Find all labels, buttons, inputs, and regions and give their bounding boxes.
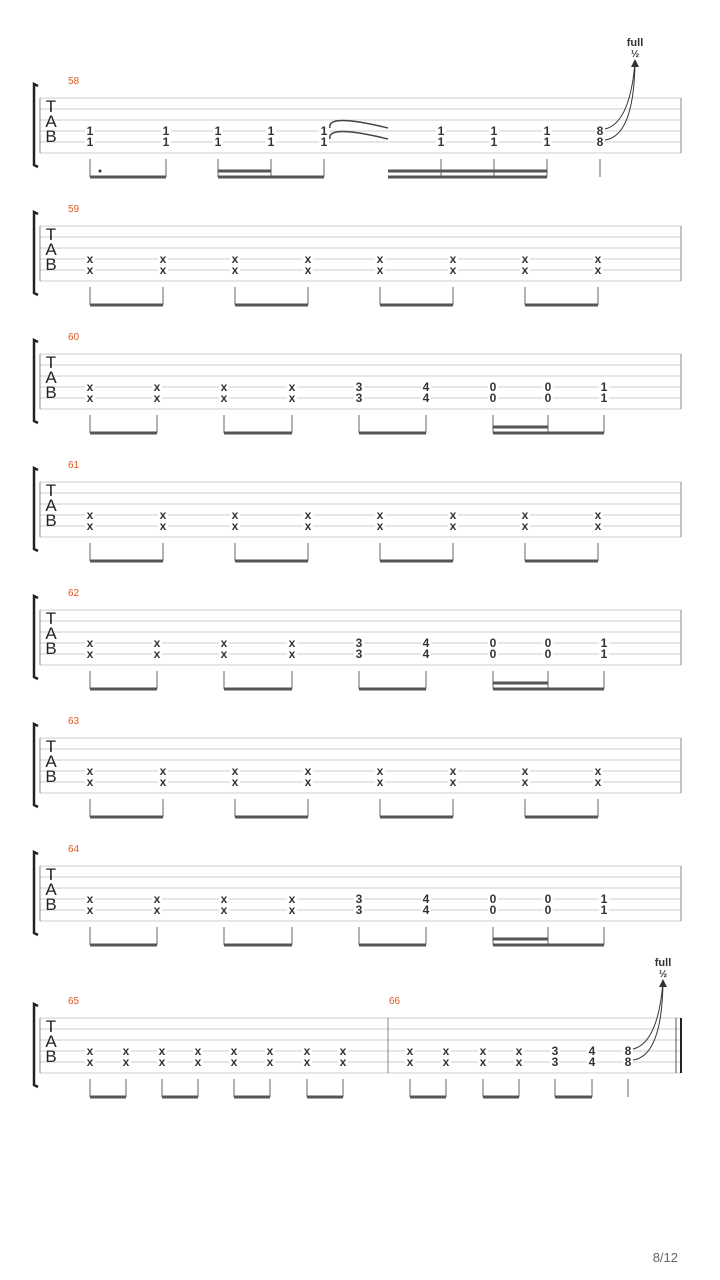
tab-system (34, 332, 681, 433)
fret-number: x (86, 636, 94, 650)
fret-number: 3 (551, 1044, 559, 1058)
fret-number: 0 (489, 903, 497, 917)
measure-number: 59 (68, 204, 80, 215)
fret-number: 0 (544, 391, 552, 405)
fret-number: x (153, 647, 161, 661)
fret-number: 0 (489, 380, 497, 394)
fret-number: 1 (543, 124, 551, 138)
fret-number: x (376, 775, 384, 789)
fret-number: x (153, 380, 161, 394)
fret-number: x (449, 263, 457, 277)
fret-number: x (449, 519, 457, 533)
tab-system (34, 957, 681, 1097)
measure-number: 63 (68, 716, 80, 727)
fret-number: x (220, 391, 228, 405)
fret-number: x (86, 1044, 94, 1058)
fret-number: x (376, 263, 384, 277)
measure-number: 62 (68, 588, 80, 599)
tab-clef-letter: A (45, 240, 57, 259)
fret-number: x (449, 252, 457, 266)
fret-number: x (304, 764, 312, 778)
fret-number: 1 (600, 636, 608, 650)
tab-system (34, 588, 681, 689)
fret-number: x (406, 1044, 414, 1058)
fret-number: x (86, 647, 94, 661)
fret-number: x (86, 903, 94, 917)
tab-clef-letter: T (45, 225, 57, 244)
fret-number: x (231, 519, 239, 533)
fret-number: 4 (422, 391, 430, 405)
fret-number: x (376, 508, 384, 522)
fret-number: 4 (588, 1055, 596, 1069)
fret-number: x (479, 1055, 487, 1069)
fret-number: x (220, 903, 228, 917)
fret-number: x (220, 636, 228, 650)
system-bracket (34, 468, 38, 551)
fret-number: x (288, 892, 296, 906)
tab-system (34, 37, 681, 177)
tab-clef-letter: B (45, 895, 57, 914)
fret-number: x (594, 519, 602, 533)
fret-number: x (86, 508, 94, 522)
fret-number: 4 (422, 892, 430, 906)
fret-number: 8 (624, 1055, 632, 1069)
fret-number: 4 (422, 380, 430, 394)
fret-number: x (158, 1055, 166, 1069)
fret-number: x (521, 263, 529, 277)
fret-number: 4 (422, 636, 430, 650)
tie-arc (330, 132, 388, 140)
system-bracket (34, 84, 38, 167)
bend-curve (633, 982, 663, 1049)
fret-number: 0 (544, 636, 552, 650)
fret-number: x (303, 1044, 311, 1058)
tab-clef-letter: T (45, 97, 57, 116)
fret-number: x (288, 380, 296, 394)
fret-number: 1 (600, 647, 608, 661)
fret-number: 1 (267, 135, 275, 149)
fret-number: x (304, 263, 312, 277)
bend-curve (605, 62, 635, 129)
page-number: 8/12 (652, 1250, 678, 1265)
measure-number: 66 (389, 996, 401, 1007)
fret-number: x (449, 775, 457, 789)
fret-number: x (231, 764, 239, 778)
tab-clef-letter: B (45, 127, 57, 146)
fret-number: 4 (422, 903, 430, 917)
fret-number: 4 (588, 1044, 596, 1058)
fret-number: x (230, 1044, 238, 1058)
fret-number: x (288, 391, 296, 405)
fret-number: 1 (600, 391, 608, 405)
fret-number: x (122, 1044, 130, 1058)
fret-number: 0 (489, 892, 497, 906)
fret-number: 1 (86, 124, 94, 138)
fret-number: 8 (596, 124, 604, 138)
system-bracket (34, 212, 38, 295)
fret-number: 0 (544, 380, 552, 394)
fret-number: 1 (86, 135, 94, 149)
fret-number: 3 (355, 391, 363, 405)
fret-number: x (521, 775, 529, 789)
bend-arrow (659, 979, 667, 987)
tab-clef-letter: B (45, 383, 57, 402)
tab-clef-letter: B (45, 1047, 57, 1066)
fret-number: x (86, 1055, 94, 1069)
tab-clef-letter: T (45, 481, 57, 500)
fret-number: x (159, 519, 167, 533)
fret-number: 0 (489, 636, 497, 650)
fret-number: 0 (544, 903, 552, 917)
fret-number: 3 (355, 636, 363, 650)
fret-number: 1 (600, 892, 608, 906)
fret-number: x (339, 1044, 347, 1058)
fret-number: x (266, 1055, 274, 1069)
fret-number: x (220, 647, 228, 661)
fret-number: 0 (544, 892, 552, 906)
tab-clef-letter: A (45, 368, 57, 387)
tab-clef-letter: B (45, 255, 57, 274)
fret-number: x (86, 252, 94, 266)
fret-number: x (159, 775, 167, 789)
measure-number: 61 (68, 460, 80, 471)
fret-number: x (304, 519, 312, 533)
fret-number: x (122, 1055, 130, 1069)
fret-number: x (521, 764, 529, 778)
fret-number: 1 (437, 124, 445, 138)
tab-clef-letter: T (45, 609, 57, 628)
fret-number: x (449, 764, 457, 778)
fret-number: 1 (162, 135, 170, 149)
measure-number: 60 (68, 332, 80, 343)
fret-number: x (515, 1044, 523, 1058)
tab-clef-letter: T (45, 1017, 57, 1036)
tab-system (34, 460, 681, 561)
bend-curve (633, 982, 663, 1060)
bend-amount: full (626, 37, 644, 49)
tab-system (34, 204, 681, 305)
system-bracket (34, 1004, 38, 1087)
fret-number: 1 (543, 135, 551, 149)
fret-number: x (376, 252, 384, 266)
fret-number: 3 (355, 892, 363, 906)
fret-number: x (159, 764, 167, 778)
fret-number: x (288, 647, 296, 661)
fret-number: 0 (544, 647, 552, 661)
tab-system (34, 844, 681, 945)
tab-clef-letter: B (45, 511, 57, 530)
fret-number: x (594, 764, 602, 778)
fret-number: x (521, 252, 529, 266)
fret-number: x (442, 1055, 450, 1069)
fret-number: x (231, 775, 239, 789)
bend-curve (605, 62, 635, 140)
fret-number: 1 (267, 124, 275, 138)
fret-number: x (515, 1055, 523, 1069)
fret-number: x (86, 775, 94, 789)
fret-number: 3 (355, 647, 363, 661)
fret-number: x (521, 519, 529, 533)
dotted-note-dot (99, 170, 102, 173)
measure-number: 64 (68, 844, 80, 855)
fret-number: x (230, 1055, 238, 1069)
fret-number: 1 (320, 124, 328, 138)
fret-number: x (288, 903, 296, 917)
fret-number: x (449, 508, 457, 522)
measure-number: 58 (68, 76, 80, 87)
fret-number: x (158, 1044, 166, 1058)
fret-number: x (153, 892, 161, 906)
system-bracket (34, 340, 38, 423)
fret-number: x (194, 1044, 202, 1058)
tab-clef-letter: T (45, 353, 57, 372)
fret-number: 0 (489, 647, 497, 661)
fret-number: 1 (214, 135, 222, 149)
fret-number: x (194, 1055, 202, 1069)
bend-arrow (631, 59, 639, 67)
fret-number: 8 (624, 1044, 632, 1058)
fret-number: 1 (437, 135, 445, 149)
tie-arc (330, 121, 388, 129)
fret-number: x (86, 263, 94, 277)
fret-number: 3 (355, 903, 363, 917)
fret-number: x (376, 764, 384, 778)
fret-number: x (220, 892, 228, 906)
fret-number: x (159, 263, 167, 277)
fret-number: x (159, 508, 167, 522)
fret-number: x (479, 1044, 487, 1058)
fret-number: x (86, 519, 94, 533)
tab-clef-letter: A (45, 624, 57, 643)
fret-number: 1 (600, 903, 608, 917)
system-bracket (34, 724, 38, 807)
fret-number: x (153, 391, 161, 405)
fret-number: x (304, 775, 312, 789)
fret-number: x (304, 508, 312, 522)
fret-number: x (594, 252, 602, 266)
fret-number: 3 (355, 380, 363, 394)
fret-number: x (594, 508, 602, 522)
fret-number: 1 (490, 135, 498, 149)
tab-clef-letter: T (45, 737, 57, 756)
fret-number: 0 (489, 391, 497, 405)
system-bracket (34, 852, 38, 935)
fret-number: x (220, 380, 228, 394)
fret-number: 1 (320, 135, 328, 149)
tab-clef-letter: A (45, 880, 57, 899)
fret-number: x (594, 775, 602, 789)
fret-number: x (153, 903, 161, 917)
fret-number: x (231, 252, 239, 266)
tab-clef-letter: A (45, 496, 57, 515)
fret-number: x (303, 1055, 311, 1069)
fret-number: x (339, 1055, 347, 1069)
tab-clef-letter: A (45, 752, 57, 771)
fret-number: x (159, 252, 167, 266)
bend-fraction: ½ (630, 49, 640, 60)
tab-clef-letter: T (45, 865, 57, 884)
bend-fraction: ½ (658, 969, 668, 980)
fret-number: x (231, 508, 239, 522)
fret-number: x (406, 1055, 414, 1069)
tab-system (34, 716, 681, 817)
fret-number: 3 (551, 1055, 559, 1069)
tab-clef-letter: B (45, 639, 57, 658)
measure-number: 65 (68, 996, 80, 1007)
fret-number: 1 (490, 124, 498, 138)
tab-clef-letter: A (45, 1032, 57, 1051)
fret-number: 1 (214, 124, 222, 138)
fret-number: 4 (422, 647, 430, 661)
fret-number: x (266, 1044, 274, 1058)
fret-number: x (594, 263, 602, 277)
fret-number: 1 (600, 380, 608, 394)
fret-number: 8 (596, 135, 604, 149)
fret-number: x (86, 380, 94, 394)
fret-number: x (86, 391, 94, 405)
fret-number: x (288, 636, 296, 650)
fret-number: x (86, 764, 94, 778)
fret-number: x (521, 508, 529, 522)
fret-number: x (153, 636, 161, 650)
fret-number: x (304, 252, 312, 266)
tab-clef-letter: A (45, 112, 57, 131)
fret-number: x (376, 519, 384, 533)
fret-number: x (442, 1044, 450, 1058)
fret-number: x (231, 263, 239, 277)
tab-clef-letter: B (45, 767, 57, 786)
fret-number: 1 (162, 124, 170, 138)
system-bracket (34, 596, 38, 679)
fret-number: x (86, 892, 94, 906)
bend-amount: full (654, 957, 672, 969)
